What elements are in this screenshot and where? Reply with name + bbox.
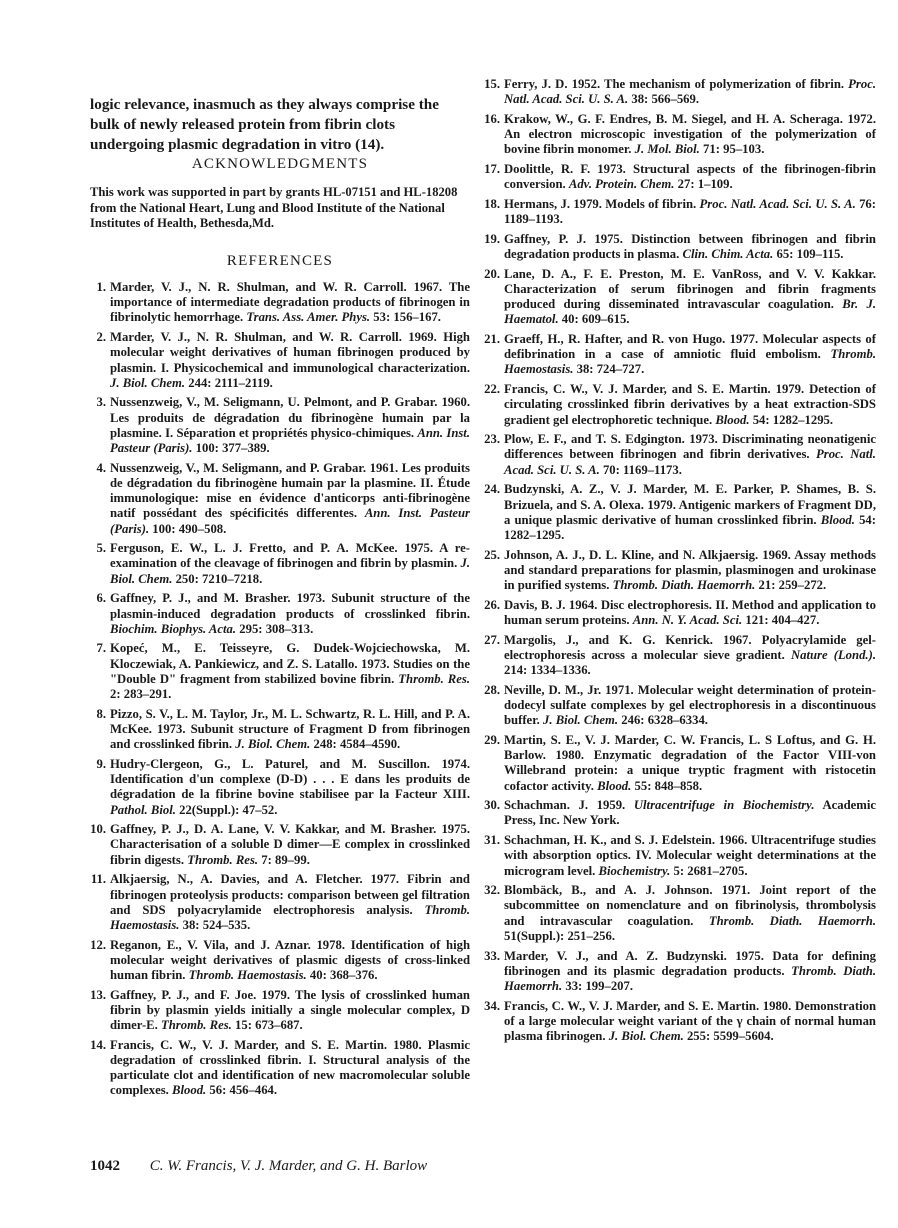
reference-journal: J. Mol. Biol. [634,142,700,157]
reference-pages: Academic Press, Inc. New York. [504,798,877,828]
reference-volume: 100: [192,441,219,456]
reference-text: Reganon, E., V. Vila, and J. Aznar. 1978. Identification of high molecular weight derivatives of plasmic digests of cross-linked human fibrin. [110,937,470,983]
reference-volume: 248: [310,737,337,752]
reference-pages: 456–464. [226,1083,278,1098]
reference-item [90,757,470,818]
references-heading: REFERENCES [226,253,334,269]
reference-number: 1. [96,280,106,294]
reference-volume: 5: [670,863,685,878]
reference-pages: 1189–1193. [504,212,563,227]
reference-item [484,162,876,192]
reference-pages: 404–427. [768,613,820,627]
reference-journal: Ann. Inst. Pasteur (Paris). [110,506,470,536]
reference-volume: 71: [699,142,720,157]
reference-journal: Thromb. Res. [160,1018,232,1033]
reference-number: 4. [96,460,106,475]
reference-journal: Blood. [715,412,750,427]
references-list-right [484,77,876,1049]
reference-item [484,382,876,428]
reference-number: 27. [484,632,500,647]
reference-item [90,641,470,702]
reference-text: Marder, V. J., N. R. Shulman, and W. R. Carroll. 1967. The importance of intermediate degradation products of fibrinogen in fibrinolytic hemorrhage. [110,280,470,325]
reference-item [90,280,470,326]
reference-number: 11. [90,872,106,887]
reference-item [484,267,876,328]
reference-journal: Thromb. Haemostasis. [504,347,876,377]
reference-journal: Blood. [172,1083,207,1098]
reference-pages: 259–272. [775,578,827,593]
reference-item [484,883,876,944]
reference-text: Lane, D. A., F. E. Preston, M. E. VanRoss, and V. V. Kakkar. Characterization of serum fibrinogen and fibrin fragments produced during disseminated intravascular coagulation. [504,266,876,312]
reference-volume: 65: [773,247,794,262]
reference-pages: 1282–1295. [769,412,834,427]
reference-journal: Ann. Inst. Pasteur (Paris). [110,425,471,456]
reference-volume: 22 [175,802,192,817]
reference-journal: Blood. [820,512,855,527]
references-list-left [90,280,470,1103]
reference-volume: 40: [306,968,327,983]
reference-pages: 6328–6334. [644,713,708,728]
reference-volume: 295: [236,621,263,636]
reference-number: 7. [96,641,106,656]
reference-journal: Thromb. Diath. Haemorrh. [612,578,756,593]
reference-pages: 566–569. [648,92,700,107]
reference-volume: 51 [504,928,517,943]
reference-number: 13. [90,987,106,1002]
reference-number: 26. [484,597,500,612]
reference-number: 22. [484,382,500,397]
reference-item [484,598,876,628]
reference-journal: J. Biol. Chem. [110,375,186,390]
reference-journal: Nature (Lond.). [790,647,876,662]
reference-text: Doolittle, R. F. 1973. Structural aspects of the fibrinogen-fibrin conversion. [504,162,876,192]
reference-volume: 38: [628,92,649,107]
reference-volume: 214: [504,663,528,678]
reference-number: 9. [96,756,106,771]
reference-pages: 1169–1173. [619,462,682,477]
reference-text: Martin, S. E., V. J. Marder, C. W. Francis, L. S Loftus, and G. H. Barlow. 1980. Enzymatic degradation of the Factor VIII-von Willebrand protein: a unique tryptic fragment with ristocetin cofactor activity. [504,732,876,793]
reference-journal: Proc. Natl. Acad. Sci. U. S. A. [504,77,876,107]
reference-text: Davis, B. J. 1964. Disc electrophoresis. II. Method and application to human serum proteins. [504,597,876,627]
reference-pages: 4584–4590. [336,737,401,752]
reference-journal: Thromb. Haemostasis. [110,902,470,932]
reference-text: Gaffney, P. J. 1975. Distinction between fibrinogen and fibrin degradation products in plasma. [504,231,876,262]
reference-text: Ferry, J. D. 1952. The mechanism of polymerization of fibrin. [504,77,849,91]
reference-journal: Br. J. Haematol. [504,297,877,327]
reference-pages: 7210–7218. [198,571,263,586]
reference-number: 20. [484,266,500,281]
reference-journal: Proc. Natl. Acad. Sci. U. S. A. [699,196,856,211]
reference-text: Nussenzweig, V., M. Seligmann, U. Pelmont, and P. Grabar. 1960. Les produits de dégradation du fibrinogène humain par la plasmine. I. Séparation et propriétés physico-chimiques. [110,395,470,440]
acknowledgments-heading: ACKNOWLEDGMENTS [191,156,369,172]
reference-journal: J. Biol. Chem. [608,1029,684,1044]
reference-pages: (Suppl.): 47–52. [191,802,278,817]
reference-text: Margolis, J., and K. G. Kenrick. 1967. Polyacrylamide gel-electrophoresis across a molecular sieve gradient. [504,632,876,662]
reference-number: 18. [484,196,500,211]
reference-item [484,683,876,729]
reference-text: Neville, D. M., Jr. 1971. Molecular weight determination of protein-dodecyl sulfate complexes by gel electrophoresis in a discontinuous buffer. [504,682,876,728]
reference-journal: Biochemistry. [598,863,671,878]
reference-volume: 7: [258,852,272,867]
reference-volume: 56: [206,1083,227,1098]
reference-volume: 100: [149,521,176,536]
reference-text: Nussenzweig, V., M. Seligmann, and P. Grabar. 1961. Les produits de dégradation du fibrinogène humain par la plasmine. II. Étude immunologique: mise en évidence d'anticorps anti-fibrinogène natif possédant des spécificités differentes. [110,460,470,521]
reference-volume: 54: [854,512,877,527]
reference-item [90,707,470,753]
reference-volume: 121: [742,613,769,627]
reference-item [90,461,470,537]
reference-text: Alkjaersig, N., A. Davies, and A. Fletcher. 1977. Fibrin and fibrinogen proteolysis products: comparison between gel filtration and SDS polyacrylamide electrophoresis analysis. [110,872,470,917]
reference-item [90,988,470,1034]
reference-pages: 368–376. [326,968,378,983]
reference-journal: J. Biol. Chem. [110,556,470,586]
reference-text: Krakow, W., G. F. Endres, B. M. Siegel, and H. A. Scheraga. 1972. An electron microscopic investigation of the polymerization of bovine fibrin monomer. [504,111,876,157]
reference-volume: 27: [674,177,695,192]
reference-item [90,822,470,868]
intro-paragraph: logic relevance, inasmuch as they always comprise the bulk of newly released protein from fibrin clots undergoing plasmic degradation in vitro (14). [90,96,439,154]
reference-volume: 40: [558,312,579,327]
reference-journal: Clin. Chim. Acta. [682,247,774,262]
reference-volume: 2: [110,687,121,702]
reference-volume: 53: [370,310,391,325]
reference-pages: 490–508. [175,521,227,536]
reference-volume: 70: [599,462,620,477]
reference-number: 12. [90,937,106,952]
reference-item [484,949,876,995]
reference-text: Hermans, J. 1979. Models of fibrin. [504,196,700,211]
reference-item [484,548,876,594]
reference-item [484,112,876,158]
reference-item [484,733,876,794]
page-number: 1042 [90,1158,120,1174]
reference-journal: Proc. Natl. Acad. Sci. U. S. A. [504,447,876,477]
reference-pages: 109–115. [793,247,844,262]
reference-number: 8. [96,706,106,721]
reference-number: 21. [484,332,500,347]
reference-pages: 308–313. [262,621,314,636]
reference-text: Graeff, H., R. Hafter, and R. von Hugo. 1977. Molecular aspects of defibrination in a case of amniotic fluid embolism. [504,332,876,362]
reference-journal: Thromb. Diath. Haemorrh. [708,913,876,928]
reference-text: Budzynski, A. Z., V. J. Marder, M. E. Parker, P. Shames, B. S. Brizuela, and S. A. Olexa. 1979. Antigenic markers of Fragment DD, a unique plasmic derivative of human crosslinked fibrin. [504,482,876,527]
reference-item [484,833,876,879]
reference-journal: Pathol. Biol. [110,802,176,817]
reference-number: 2. [96,330,106,345]
reference-journal: Thromb. Haemostasis. [188,968,307,983]
reference-volume: 76: [855,196,877,211]
reference-number: 30. [484,798,500,813]
reference-number: 17. [484,162,500,177]
reference-journal: Thromb. Res. [187,852,259,867]
acknowledgments-text: This work was supported in part by grants HL-07151 and HL-18208 from the National Heart, Lung and Blood Institute of the National Institutes of Health, Bethesda,Md. [90,185,458,230]
reference-text: Blombäck, B., and A. J. Johnson. 1971. Joint report of the subcommittee on nomenclature and on fibrinolysis, thrombolysis and intravascular coagulation. [504,883,876,928]
reference-text: Plow, E. F., and T. S. Edgington. 1973. Discriminating neonatigenic differences between fibrinogen and fibrin derivatives. [504,432,876,462]
reference-item [484,197,876,227]
reference-item [90,872,470,933]
reference-journal: Ann. N. Y. Acad. Sci. [632,613,743,627]
reference-pages: 5599–5604. [710,1029,774,1044]
reference-pages: 156–167. [390,310,441,325]
reference-item [484,77,876,107]
reference-pages: 1282–1295. [504,527,565,542]
reference-pages: 524–535. [199,917,251,932]
page-footer [90,1158,790,1175]
reference-journal: J. Biol. Chem. [235,737,311,752]
reference-number: 19. [484,231,500,246]
reference-volume: 15: [231,1018,252,1033]
reference-pages: 2681–2705. [684,863,748,878]
reference-journal: J. Biol. Chem. [543,713,619,728]
reference-item [484,482,876,543]
reference-volume: 246: [618,713,645,728]
reference-journal: Thromb. Res. [398,671,470,686]
reference-volume: 250: [172,571,199,586]
reference-journal: Biochim. Biophys. Acta. [110,621,237,636]
reference-item [90,938,470,984]
reference-pages: 283–291. [120,687,172,702]
reference-journal: Adv. Protein. Chem. [568,177,675,192]
reference-item [484,332,876,378]
reference-pages: 673–687. [251,1018,303,1033]
reference-volume: 55: [631,778,652,793]
reference-number: 23. [484,432,500,447]
reference-pages: 199–207. [582,978,634,993]
reference-item [90,395,470,456]
reference-number: 29. [484,732,500,747]
reference-volume: 33: [562,978,583,993]
reference-number: 33. [484,948,500,963]
reference-number: 31. [484,833,500,848]
reference-journal: Blood. [597,778,632,793]
reference-text: Marder, V. J., and A. Z. Budzynski. 1975. Data for defining fibrinogen and its plasmic degradation products. [504,948,876,978]
reference-number: 10. [90,822,106,837]
reference-item [484,432,876,478]
reference-number: 32. [484,883,500,898]
reference-number: 25. [484,547,500,562]
reference-text: Kopeć, M., E. Teisseyre, G. Dudek-Wojciechowska, M. Kloczewiak, A. Pankiewicz, and Z. S. Latallo. 1973. Studies on the "Double D" fragment from stabilized bovine fibrin. [110,641,470,686]
reference-item [484,232,876,262]
reference-text: Schachman, H. K., and S. J. Edelstein. 1966. Ultracentrifuge studies with absorption optics. IV. Molecular weight determinations at the microgram level. [504,833,876,878]
reference-number: 28. [484,682,500,697]
reference-item [484,999,876,1045]
reference-text: Ferguson, E. W., L. J. Fretto, and P. A. McKee. 1975. A re-examination of the cleavage of fibrinogen and fibrin by plasmin. [110,541,470,571]
reference-text: Gaffney, P. J., D. A. Lane, V. V. Kakkar, and M. Brasher. 1975. Characterisation of a soluble D dimer—E complex in crosslinked fibrin digests. [110,822,470,867]
reference-text: Francis, C. W., V. J. Marder, and S. E. Martin. 1979. Detection of circulating crosslinked fibrin derivatives by a heat extraction-SDS gradient gel electrophoretic technique. [504,382,876,427]
reference-volume: 21: [755,578,776,593]
reference-journal: Ultracentrifuge in Biochemistry. [633,798,815,813]
reference-pages: 1334–1336. [527,663,591,678]
reference-pages: 609–615. [578,312,630,327]
reference-pages: 724–727. [593,362,645,377]
reference-item [484,633,876,679]
reference-pages: (Suppl.): 251–256. [516,928,616,943]
reference-text: Marder, V. J., N. R. Shulman, and W. R. Carroll. 1969. High molecular weight derivatives of human fibrinogen produced by plasmin. I. Physicochemical and immunological characterization. [110,330,470,375]
reference-text: Johnson, A. J., D. L. Kline, and N. Alkjaersig. 1969. Assay methods and standard preparations for plasmin, plasminogen and urokinase in purified systems. [504,547,876,593]
reference-volume: 54: [749,412,770,427]
reference-text: Gaffney, P. J., and F. Joe. 1979. The lysis of crosslinked human fibrin by plasmin yields initially a single molecular complex, D dimer-E. [110,987,470,1033]
reference-number: 5. [96,541,106,556]
reference-number: 16. [484,111,500,126]
reference-volume: 38: [179,917,200,932]
reference-text: Pizzo, S. V., L. M. Taylor, Jr., M. L. Schwartz, R. L. Hill, and P. A. McKee. 1973. Subunit structure of Fragment D from fibrinogen and crosslinked fibrin. [110,706,470,752]
reference-pages: 95–103. [719,142,765,157]
reference-text: Gaffney, P. J., and M. Brasher. 1973. Subunit structure of the plasmin-induced degradation products of crosslinked fibrin. [110,591,470,621]
reference-pages: 848–858. [651,778,703,793]
reference-journal: Trans. Ass. Amer. Phys. [246,310,371,325]
reference-number: 24. [484,482,500,497]
reference-item [90,541,470,587]
reference-number: 34. [484,998,500,1013]
reference-pages: 1–109. [694,177,733,192]
reference-text: Francis, C. W., V. J. Marder, and S. E. Martin. 1980. Demonstration of a large molecular weight variant of the γ chain of normal human plasma fibrinogen. [504,998,876,1044]
reference-pages: 377–389. [218,441,270,456]
reference-number: 3. [96,395,106,410]
reference-volume: 38: [573,362,594,377]
reference-number: 6. [96,591,106,606]
reference-volume: 244: [185,375,212,390]
reference-pages: 89–99. [271,852,310,867]
reference-text: Schachman. J. 1959. [504,798,634,813]
reference-number: 15. [484,77,500,91]
reference-item [90,591,470,637]
reference-item [90,1038,470,1099]
reference-text: Hudry-Clergeon, G., L. Paturel, and M. Suscillon. 1974. Identification d'un complexe (D-D) . . . E dans les produits de dégradation de la fibrine bovine stabilisee par la Facteur XIII. [110,756,470,802]
reference-volume: 255: [683,1029,711,1044]
reference-journal: Thromb. Diath. Haemorrh. [504,963,876,993]
reference-item [484,798,876,828]
running-authors: C. W. Francis, V. J. Marder, and G. H. Barlow [149,1158,428,1174]
reference-text: Francis, C. W., V. J. Marder, and S. E. Martin. 1980. Plasmic degradation of crosslinked fibrin. I. Structural analysis of the particulate clot and identification of new macromolecular soluble complexes. [110,1037,470,1098]
reference-item [90,330,470,391]
reference-pages: 2111–2119. [211,375,273,390]
reference-number: 14. [90,1037,106,1052]
